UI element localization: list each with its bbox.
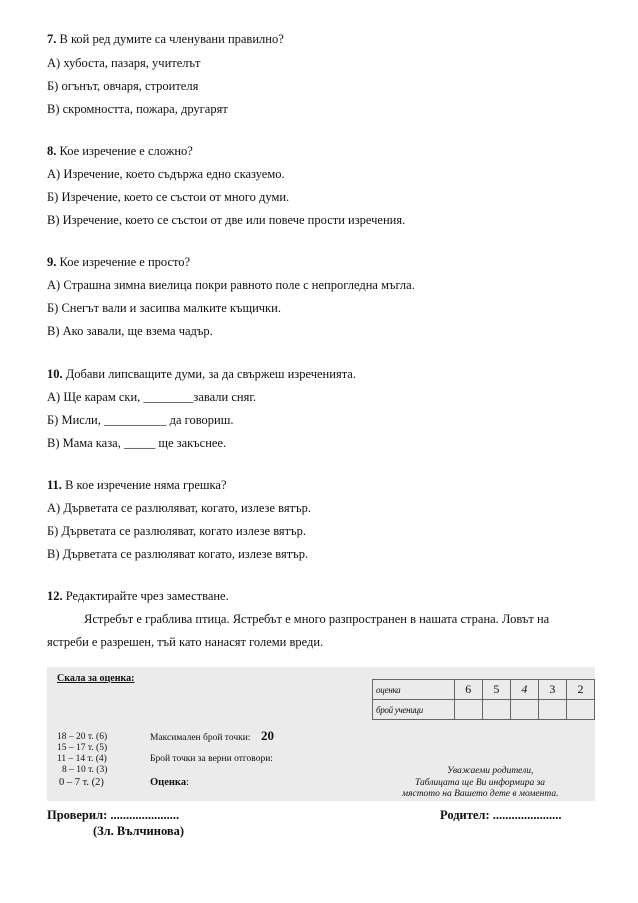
max-points-label: Максимален брой точки: [150,733,251,743]
answer-option: А) Изречение, което съдържа едно сказуемо. [47,167,285,181]
answer-option: В) скромността, пожара, другарят [47,102,228,116]
grade-row [373,680,595,700]
scale-title: Скала за оценка: [57,673,135,684]
max-points-value: 20 [261,728,274,743]
parents-note-line: Таблицата ще Ви информира за [415,778,546,788]
score-range: 8 – 10 т. (3) [62,765,108,775]
students-cell [482,700,510,720]
students-cell [566,700,594,720]
question-text: В кой ред думите са членувани правилно? [56,32,284,46]
answer-option: А) Страшна зимна виелица покри равното поле с непрогледна мъгла. [47,278,415,292]
students-label: брой ученици [373,700,455,720]
grade-result-label: Оценка [150,777,187,788]
parents-note-line: мястото на Вашето дете в момента. [402,789,559,799]
question-number: 8. [47,144,57,158]
students-cell [454,700,482,720]
score-range: 0 – 7 т. (2) [59,777,104,788]
question-number: 11. [47,478,62,492]
question-text: Редактирайте чрез заместване. [62,589,229,603]
answer-option: В) Мама каза, _____ ще закъснее. [47,436,227,450]
question-number: 9. [47,255,57,269]
question-number: 12. [47,589,63,603]
answer-option: Б) Мисли, __________ да говориш. [47,413,234,427]
grading-scale-box [47,667,595,801]
score-range: 11 – 14 т. (4) [57,754,107,764]
grade-label: оценка [373,680,455,700]
grade-6: 6 [454,680,482,700]
grade-2: 2 [566,680,594,700]
paragraph-line: ястреби е разрешен, тъй като нанасят големи вреди. [47,635,324,649]
parent-signature: Родител: ...................... [440,808,562,822]
answer-option: В) Изречение, което се състои от две или повече прости изречения. [47,213,406,227]
paragraph-line: Ястребът е граблива птица. Ястребът е много разпространен в нашата страна. Ловът на [84,612,550,626]
students-cell [510,700,538,720]
checked-by-signature: Проверил: ...................... [47,808,180,822]
score-range: 18 – 20 т. (6) [57,732,108,742]
question-text: Кое изречение е просто? [56,255,191,269]
score-range: 15 – 17 т. (5) [57,743,108,753]
answer-option: Б) Снегът вали и засипва малките къщички. [47,301,281,315]
answer-option: Б) Дърветата се разлюляват, когато излезе вятър. [47,524,306,538]
answer-option: В) Ако завали, ще взема чадър. [47,324,213,338]
question-number: 10. [47,367,63,381]
question-number: 7. [47,32,57,46]
answer-option: Б) огънът, овчаря, строителя [47,79,199,93]
answer-option: В) Дърветата се разлюляват когато, излезе вятър. [47,547,309,561]
grade-result-colon: : [186,777,189,788]
answer-option: Б) Изречение, което се състои от много думи. [47,190,290,204]
grade-3: 3 [538,680,566,700]
parents-note-title: Уважаеми родители, [447,766,534,776]
students-cell [538,700,566,720]
checker-name: (Зл. Вълчинова) [93,824,185,838]
grade-table [372,679,595,720]
answer-option: А) Дърветата се разлюляват, когато, излезе вятър. [47,501,311,515]
students-row [373,700,595,720]
answer-option: А) Ще карам ски, ________завали сняг. [47,390,257,404]
answer-option: А) хубоста, пазаря, учителът [47,56,201,70]
grade-5: 5 [482,680,510,700]
question-text: В кое изречение няма грешка? [61,478,227,492]
question-text: Добави липсващите думи, за да свържеш изреченията. [62,367,356,381]
grade-4: 4 [510,680,538,700]
question-text: Кое изречение е сложно? [56,144,193,158]
correct-points-label: Брой точки за верни отговори: [150,754,273,764]
